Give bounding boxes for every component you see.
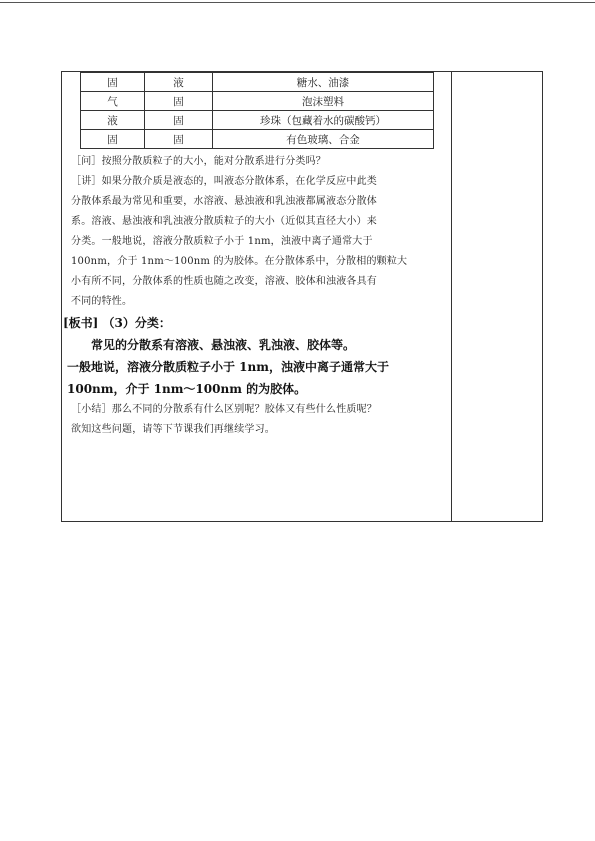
lecture-line: 系。溶液、悬浊液和乳浊液分散质粒子的大小（近似其直径大小）来 [71,216,377,227]
phase-cell: 固 [145,92,213,111]
page-header-rule [0,2,595,3]
example-cell: 珍珠（包藏着水的碳酸钙） [213,111,434,130]
board-heading: [板书] （3）分类： [63,316,171,330]
phase-cell: 液 [145,73,213,92]
board-line: 常见的分散系有溶液、悬浊液、乳浊液、胶体等。 [91,338,356,352]
example-cell: 糖水、油漆 [213,73,434,92]
lecture-line: 不同的特性。 [71,296,133,307]
medium-cell: 液 [81,111,145,130]
medium-cell: 气 [81,92,145,111]
notes-cell [452,72,542,521]
example-cell: 泡沫塑料 [213,92,434,111]
table-row [81,111,434,130]
lecture-line: ［讲］如果分散介质是液态的，叫液态分散体系，在化学反应中此类 [71,176,377,187]
lesson-content-cell [62,72,451,521]
content-text [63,152,443,440]
phase-cell: 固 [145,111,213,130]
summary-line: 欲知这些问题，请等下节课我们再继续学习。 [71,424,275,435]
table-row [81,130,434,149]
board-line: 一般地说，溶液分散质粒子小于 1nm，浊液中离子通常大于 [67,360,389,374]
lecture-line: 分散体系最为常见和重要，水溶液、悬浊液和乳浊液都属液态分散体 [71,196,377,207]
lecture-line: 100nm，介于 1nm～100nm 的为胶体。在分散体系中，分散相的颗粒大 [71,256,408,267]
lecture-text [71,172,443,312]
board-line: 100nm，介于 1nm～100nm 的为胶体。 [67,382,307,396]
medium-cell: 固 [81,130,145,149]
table-row [81,73,434,92]
dispersion-table [80,72,434,149]
phase-cell: 固 [145,130,213,149]
question-text: ［问］按照分散质粒子的大小，能对分散系进行分类吗？ [71,156,326,167]
lecture-line: 分类。一般地说，溶液分散质粒子小于 1nm，浊液中离子通常大于 [71,236,373,247]
table-row [81,92,434,111]
summary-line: ［小结］那么不同的分散系有什么区别呢？胶体又有些什么性质呢？ [71,404,377,415]
lecture-line: 小有所不同，分散体系的性质也随之改变，溶液、胶体和浊液各具有 [71,276,377,287]
medium-cell: 固 [81,73,145,92]
lesson-table [61,71,543,522]
example-cell: 有色玻璃、合金 [213,130,434,149]
